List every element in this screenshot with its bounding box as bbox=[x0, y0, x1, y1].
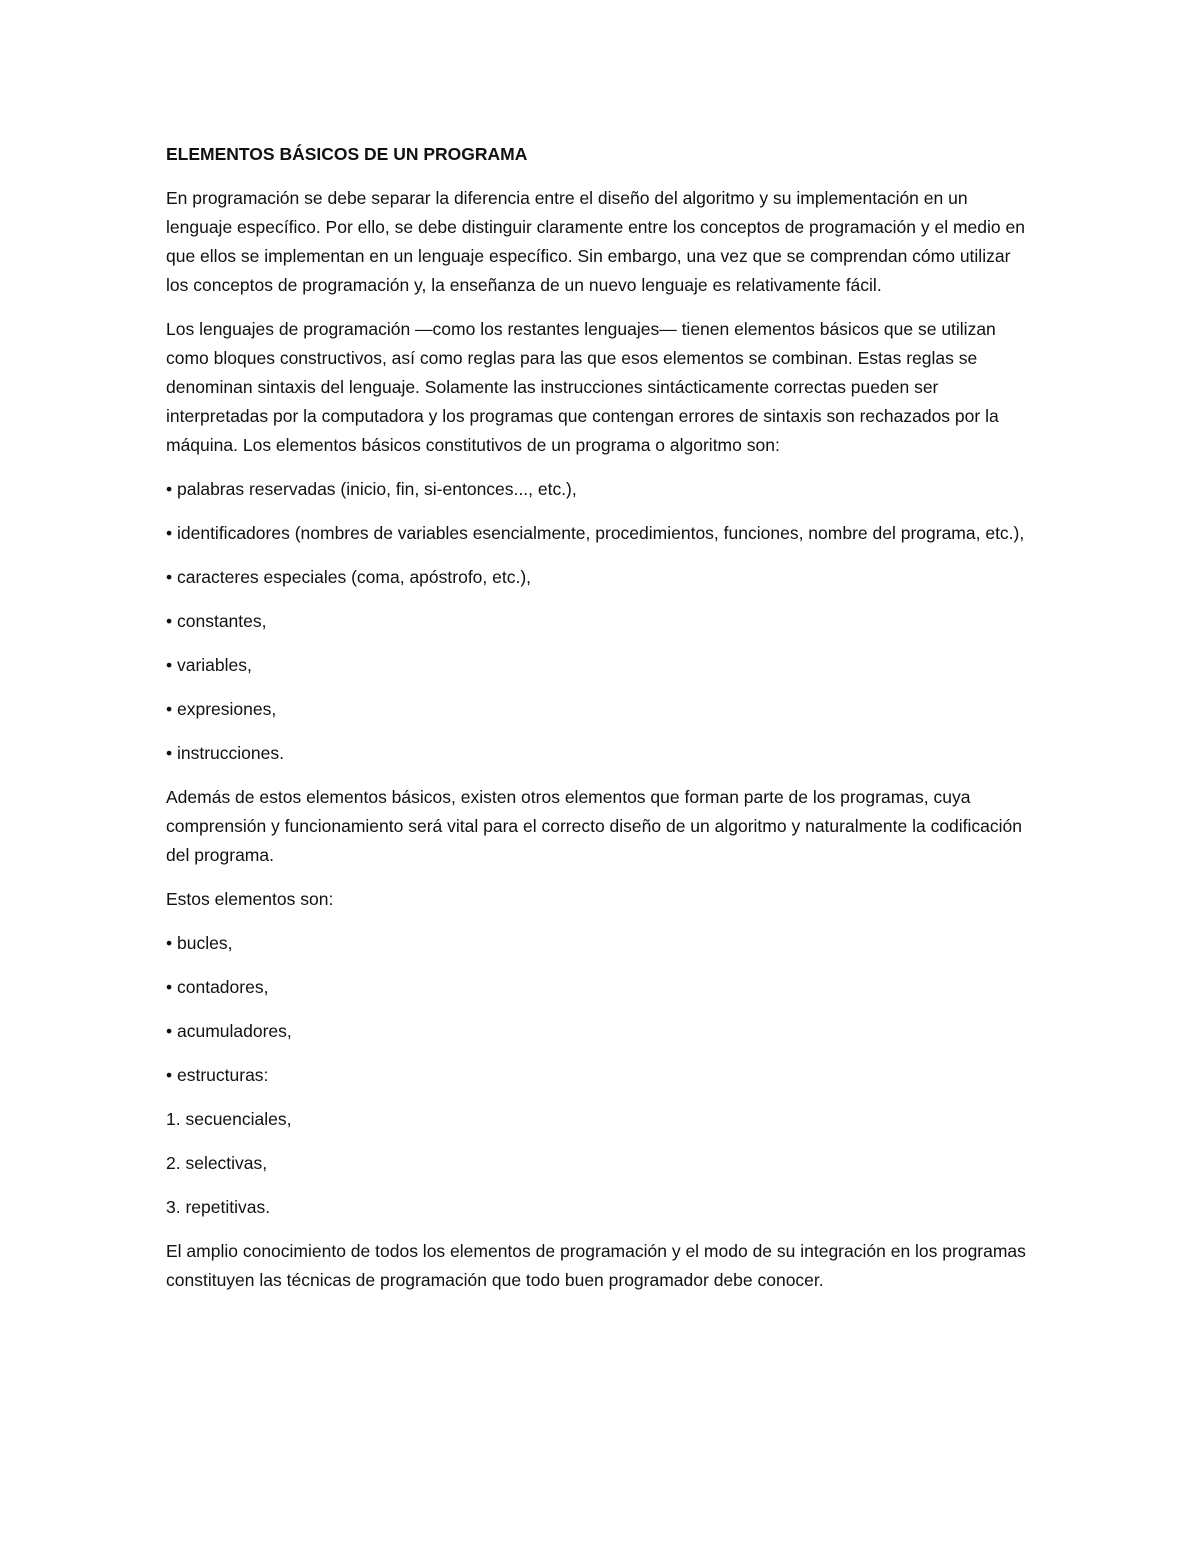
structures-list bbox=[166, 1105, 1036, 1222]
list-item: 3. repetitivas. bbox=[166, 1197, 271, 1217]
list-item: • variables, bbox=[166, 655, 252, 675]
paragraph-elements-heading: Estos elementos son: bbox=[166, 889, 334, 909]
paragraph-languages: Los lenguajes de programación —como los restantes lenguajes— tienen elementos básicos que se utilizan como bloques constructivos, así como reglas para las que esos elementos se combinan. Estas reglas se denominan sintaxis del lenguaje. Solamente las instrucciones sintácticamente correctas pueden ser interpretadas por la computadora y los programas que contengan errores de sintaxis son rechazados por la máquina. Los elementos básicos constitutivos de un programa o algoritmo son: bbox=[166, 319, 999, 455]
list-item: 2. selectivas, bbox=[166, 1153, 268, 1173]
list-item: • estructuras: bbox=[166, 1065, 269, 1085]
list-item: • identificadores (nombres de variables esencialmente, procedimientos, funciones, nombre del programa, etc.), bbox=[166, 523, 1025, 543]
other-elements-list bbox=[166, 929, 1036, 1090]
list-item: • palabras reservadas (inicio, fin, si-entonces..., etc.), bbox=[166, 479, 577, 499]
paragraph-additional: Además de estos elementos básicos, existen otros elementos que forman parte de los programas, cuya comprensión y funcionamiento será vital para el correcto diseño de un algoritmo y naturalmente la codificación del programa. bbox=[166, 787, 1023, 865]
list-item: • acumuladores, bbox=[166, 1021, 292, 1041]
list-item: • instrucciones. bbox=[166, 743, 284, 763]
list-item: • bucles, bbox=[166, 933, 233, 953]
list-item: 1. secuenciales, bbox=[166, 1109, 292, 1129]
list-item: • constantes, bbox=[166, 611, 267, 631]
document-title: ELEMENTOS BÁSICOS DE UN PROGRAMA bbox=[166, 144, 528, 164]
list-item: • expresiones, bbox=[166, 699, 277, 719]
document-page bbox=[166, 140, 1036, 1310]
basic-elements-list bbox=[166, 475, 1036, 768]
list-item: • contadores, bbox=[166, 977, 269, 997]
paragraph-conclusion: El amplio conocimiento de todos los elementos de programación y el modo de su integración en los programas constituyen las técnicas de programación que todo buen programador debe conocer. bbox=[166, 1241, 1026, 1290]
list-item: • caracteres especiales (coma, apóstrofo, etc.), bbox=[166, 567, 532, 587]
paragraph-intro: En programación se debe separar la diferencia entre el diseño del algoritmo y su implementación en un lenguaje específico. Por ello, se debe distinguir claramente entre los conceptos de programación y el medio en que ellos se implementan en un lenguaje específico. Sin embargo, una vez que se comprendan cómo utilizar los conceptos de programación y, la enseñanza de un nuevo lenguaje es relativamente fácil. bbox=[166, 188, 1025, 295]
